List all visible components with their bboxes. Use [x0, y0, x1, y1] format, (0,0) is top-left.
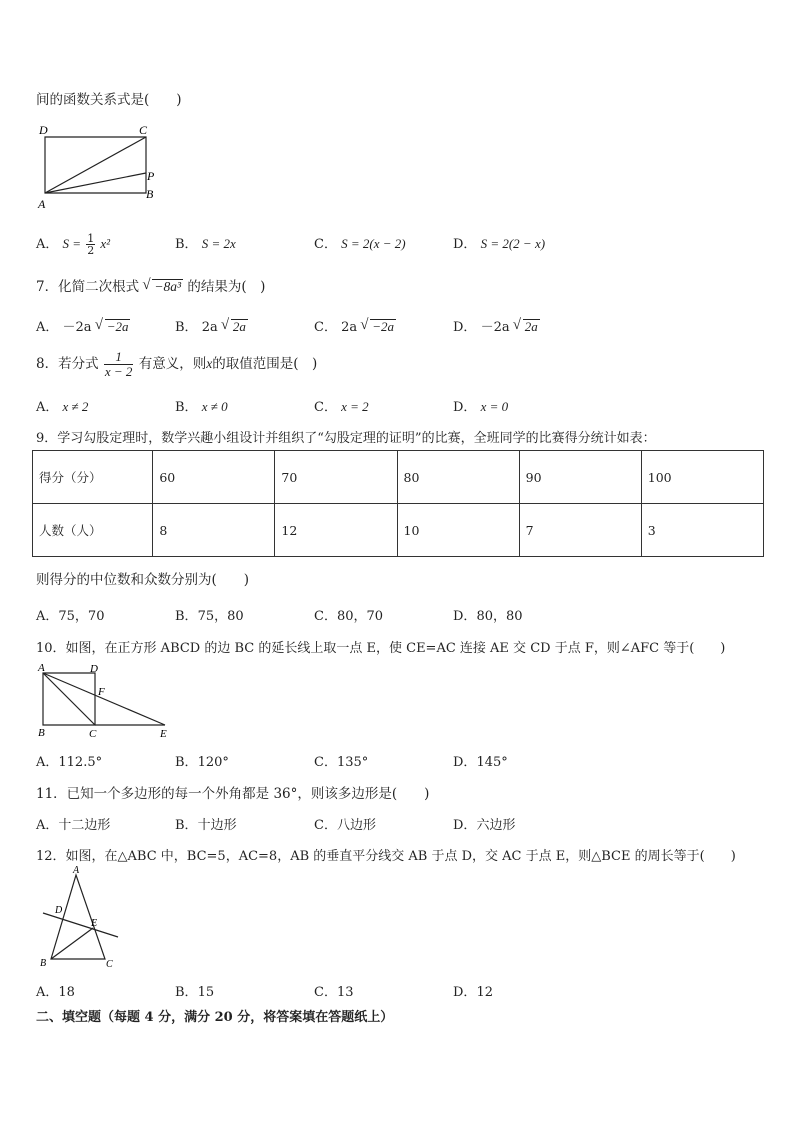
q10-label-f: F — [98, 686, 105, 698]
q8-suffix: 的取值范围是( ) — [212, 356, 318, 372]
q8-mid: 有意义，则 — [138, 356, 207, 372]
q10-option-b-letter: B． — [175, 755, 198, 770]
q7-option-c-rad: −2a — [372, 319, 395, 334]
section-2-heading: 二、填空题（每题 4 分，满分 20 分，将答案填在答题纸上） — [36, 1010, 394, 1025]
q12-label-c: C — [106, 959, 113, 970]
q7-option-b-coef: 2a — [201, 320, 218, 335]
q9-option-d[interactable] — [453, 605, 523, 624]
q7-option-c-radical — [361, 319, 396, 335]
q12-label-b: B — [40, 958, 47, 969]
q8-option-c-letter: C． — [314, 400, 337, 415]
q6-figure-rectangle — [34, 120, 164, 212]
q12-stem: 12．如图，在△ABC 中，BC=5，AC=8，AB 的垂直平分线交 AB 于点 D，交 AC 于点 E，则△BCE 的周长等于( ) — [36, 849, 736, 864]
q6-option-d-expr: S = 2(2 − x) — [480, 236, 546, 251]
q6-label-b: B — [146, 187, 154, 201]
q10-option-b-text: 120° — [197, 755, 229, 770]
q7-option-a-rad: −2a — [106, 319, 129, 334]
q9-option-b-text: 75，80 — [197, 609, 244, 624]
q6-label-p: P — [147, 169, 155, 183]
q10-option-c-text: 135° — [336, 755, 369, 770]
q11-option-d-letter: D． — [453, 818, 477, 833]
q8-fraction — [104, 350, 134, 379]
q7-option-d-letter: D． — [453, 320, 477, 335]
q12-option-d-text: 12 — [476, 985, 493, 1000]
q10-label-e: E — [160, 728, 167, 740]
q9-option-d-text: 80，80 — [476, 609, 523, 624]
q9-option-c-text: 80，70 — [336, 609, 384, 624]
q6-option-a-lhs: S = — [62, 236, 82, 251]
q8-option-a-expr: x ≠ 2 — [62, 399, 89, 414]
q9-option-d-letter: D． — [453, 609, 477, 624]
table-row — [33, 504, 764, 557]
q7-stem — [36, 275, 265, 295]
q8-option-d[interactable] — [453, 396, 508, 415]
q9-option-c-letter: C． — [314, 609, 337, 624]
q6-option-a-num: 1 — [87, 232, 95, 245]
q6-option-a[interactable] — [36, 233, 110, 256]
q6-option-a-tail: x² — [100, 236, 111, 251]
q7-option-d-rad: 2a — [524, 319, 538, 334]
q7-option-d-radical — [514, 319, 540, 335]
q8-stem — [36, 350, 317, 379]
table-cell: 10 — [397, 504, 519, 557]
q11-option-d[interactable] — [453, 814, 515, 833]
q10-figure-square — [34, 662, 174, 742]
q11-option-d-text: 六边形 — [476, 818, 516, 833]
q10-label-c: C — [89, 728, 97, 740]
q10-label-d: D — [90, 663, 98, 675]
q11-option-b-letter: B． — [175, 818, 198, 833]
table-cell: 3 — [641, 504, 763, 557]
q6-option-a-den: 2 — [87, 244, 95, 257]
q8-option-a-letter: A． — [36, 400, 59, 415]
q6-option-b-letter: B． — [175, 237, 198, 252]
q9-row2-header: 人数（人） — [33, 504, 153, 557]
q7-option-c[interactable] — [314, 316, 396, 335]
q7-prefix: 7．化简二次根式 — [36, 279, 140, 295]
q8-num: 1 — [104, 350, 134, 365]
q9-row1-header: 得分（分） — [33, 451, 153, 504]
q10-label-a: A — [38, 662, 45, 674]
q10-option-c-letter: C． — [314, 755, 337, 770]
q6-option-c-expr: S = 2(x − 2) — [341, 236, 406, 251]
q12-label-a: A — [73, 865, 80, 876]
q7-radicand: −8a³ — [154, 279, 182, 294]
q7-option-b-rad: 2a — [232, 319, 246, 334]
q7-option-a-radical — [96, 319, 131, 335]
q10-option-a-letter: A． — [36, 755, 59, 770]
q12-option-a-letter: A． — [36, 985, 59, 1000]
q6-option-b-expr: S = 2x — [201, 236, 236, 251]
q10-option-d-letter: D． — [453, 755, 477, 770]
q7-option-d[interactable] — [453, 316, 540, 335]
q8-option-b[interactable] — [175, 396, 228, 415]
q8-option-d-letter: D． — [453, 400, 477, 415]
q12-option-d-letter: D． — [453, 985, 477, 1000]
q7-option-a-letter: A． — [36, 320, 59, 335]
q6-label-a: A — [38, 197, 46, 211]
q9-option-a[interactable] — [36, 605, 104, 624]
q12-option-c-text: 13 — [336, 985, 354, 1000]
q6-option-b[interactable] — [175, 233, 236, 252]
q10-option-d[interactable] — [453, 751, 508, 770]
q7-radical — [143, 279, 183, 295]
q12-option-a[interactable] — [36, 981, 75, 1000]
q9-question: 则得分的中位数和众数分别为( ) — [36, 572, 250, 588]
q12-option-c-letter: C． — [314, 985, 337, 1000]
table-cell: 80 — [397, 451, 519, 504]
q11-option-b-text: 十边形 — [197, 818, 237, 833]
q8-option-b-letter: B． — [175, 400, 198, 415]
q7-suffix: 的结果为( ) — [187, 279, 266, 295]
q7-option-c-coef: 2a — [341, 320, 358, 335]
q12-label-e: E — [91, 918, 98, 929]
q12-option-b-text: 15 — [197, 985, 215, 1000]
table-cell: 60 — [153, 451, 275, 504]
q11-option-c-letter: C． — [314, 818, 337, 833]
q11-option-c-text: 八边形 — [336, 818, 376, 833]
q12-option-b-letter: B． — [175, 985, 198, 1000]
q7-option-a-coef: －2a — [62, 320, 92, 335]
q6-option-c[interactable] — [314, 233, 406, 252]
table-row — [33, 451, 764, 504]
q10-stem: 10．如图，在正方形 ABCD 的边 BC 的延长线上取一点 E，使 CE=AC 连接 AE 交 CD 于点 F，则∠AFC 等于( ) — [36, 641, 726, 656]
q8-option-c[interactable] — [314, 396, 369, 415]
q7-option-b-letter: B． — [175, 320, 198, 335]
q6-option-a-letter: A． — [36, 237, 59, 252]
q9-stem: 9．学习勾股定理时，数学兴趣小组设计并组织了“勾股定理的证明”的比赛，全班同学的比赛得分统计如表： — [36, 431, 656, 446]
q7-option-a[interactable] — [36, 316, 130, 335]
q8-option-d-expr: x = 0 — [480, 399, 509, 414]
q6-label-d: D — [39, 123, 48, 137]
q8-option-c-expr: x = 2 — [341, 399, 369, 414]
q8-option-a[interactable] — [36, 396, 88, 415]
q9-option-c[interactable] — [314, 605, 383, 624]
q10-option-b[interactable] — [175, 751, 229, 770]
q9-option-b-letter: B． — [175, 609, 198, 624]
q11-option-c[interactable] — [314, 814, 376, 833]
q9-option-b[interactable] — [175, 605, 244, 624]
q6-option-a-fraction — [86, 233, 95, 256]
q7-option-c-letter: C． — [314, 320, 337, 335]
q10-label-b: B — [38, 727, 45, 739]
q6-label-c: C — [139, 123, 148, 137]
table-cell: 12 — [275, 504, 397, 557]
q7-option-d-coef: －2a — [480, 320, 510, 335]
table-cell: 100 — [641, 451, 763, 504]
q11-option-a-text: 十二边形 — [58, 818, 111, 833]
q11-option-a-letter: A． — [36, 818, 59, 833]
table-cell: 8 — [153, 504, 275, 557]
q11-option-b[interactable] — [175, 814, 237, 833]
q10-option-d-text: 145° — [476, 755, 508, 770]
q9-option-a-text: 75，70 — [58, 609, 105, 624]
q6-option-d-letter: D． — [453, 237, 477, 252]
table-cell: 90 — [519, 451, 641, 504]
q12-option-a-text: 18 — [58, 985, 75, 1000]
q7-option-b-radical — [222, 319, 248, 335]
q12-option-c[interactable] — [314, 981, 354, 1000]
q8-prefix: 8．若分式 — [36, 356, 99, 372]
q11-stem: 11．已知一个多边形的每一个外角都是 36°，则该多边形是( ) — [36, 786, 430, 802]
q10-option-a-text: 112.5° — [58, 755, 103, 770]
q6-option-d[interactable] — [453, 233, 545, 252]
q8-option-b-expr: x ≠ 0 — [201, 399, 228, 414]
q12-option-b[interactable] — [175, 981, 214, 1000]
q11-option-a[interactable] — [36, 814, 110, 833]
q8-den: x − 2 — [104, 364, 133, 379]
table-cell: 7 — [519, 504, 641, 557]
q12-figure-triangle — [34, 862, 134, 972]
q12-label-d: D — [55, 905, 63, 916]
q10-option-c[interactable] — [314, 751, 368, 770]
q7-option-b[interactable] — [175, 316, 248, 335]
table-cell: 70 — [275, 451, 397, 504]
q10-option-a[interactable] — [36, 751, 102, 770]
q12-option-d[interactable] — [453, 981, 493, 1000]
q9-score-table — [32, 450, 764, 557]
q6-stem-end: 间的函数关系式是( ) — [36, 92, 182, 108]
q8-var: x — [206, 356, 213, 371]
q9-option-a-letter: A． — [36, 609, 59, 624]
q6-option-c-letter: C． — [314, 237, 337, 252]
